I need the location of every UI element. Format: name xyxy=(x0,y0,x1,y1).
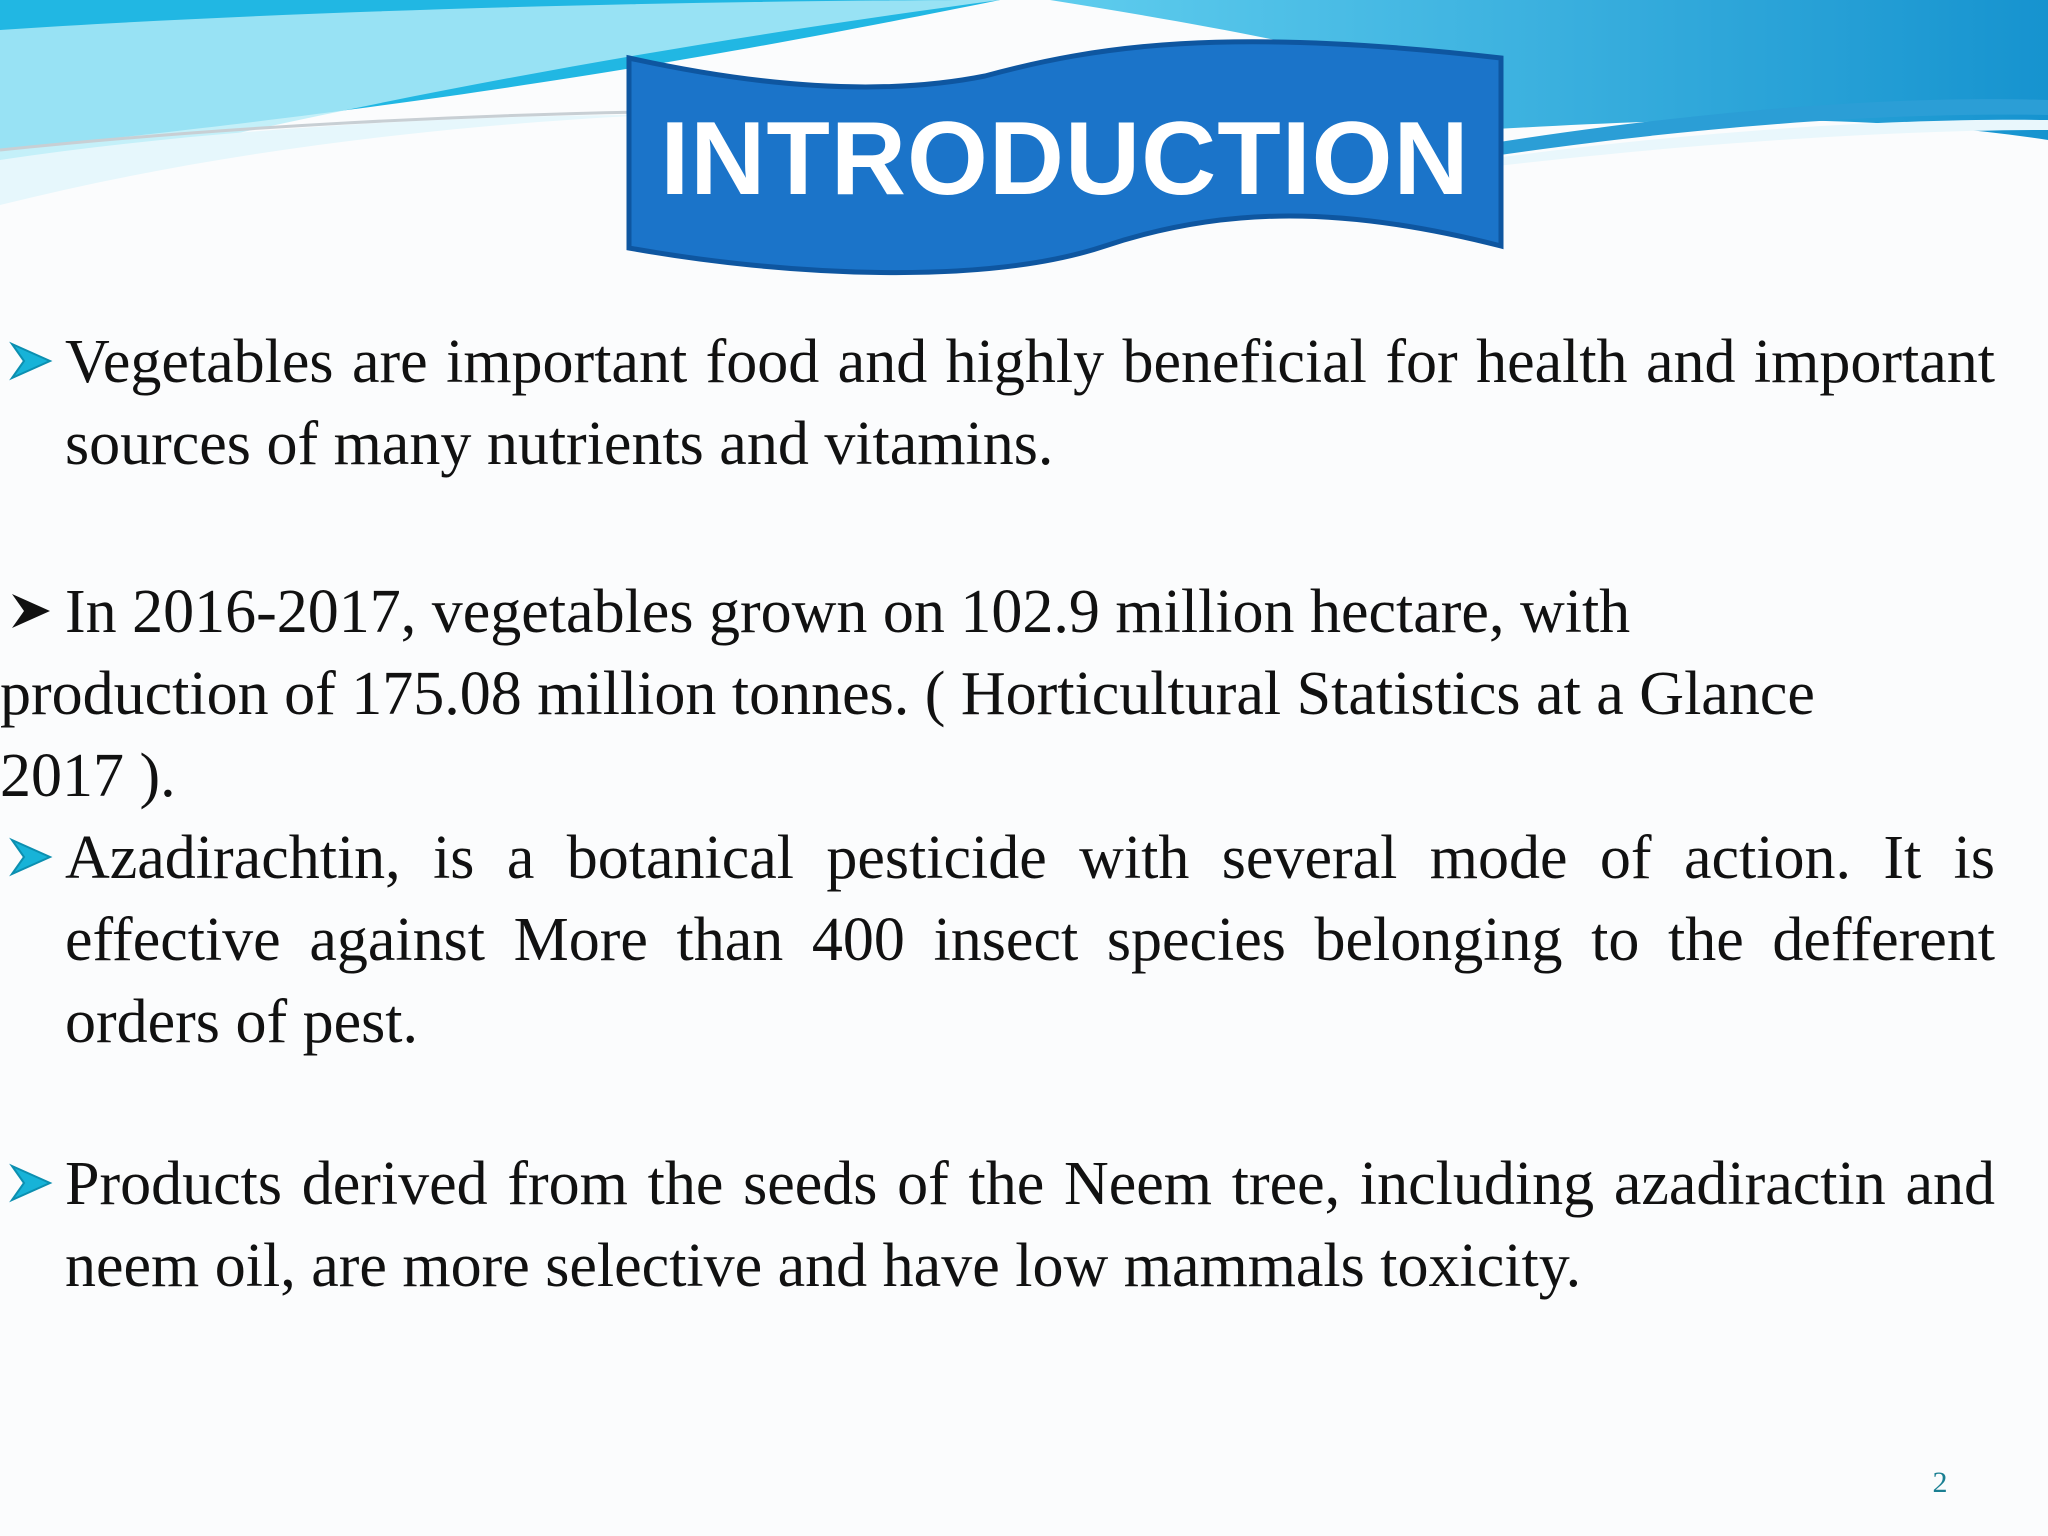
bullet-text-1: Vegetables are important food and highly beneficial for health and important sources of many nutrients and vitamins. xyxy=(65,328,1995,478)
page-number: 2 xyxy=(1932,1466,1948,1499)
slide-title: INTRODUCTION xyxy=(660,100,1470,217)
bullet-text-2: In 2016-2017, vegetables grown on 102.9 million hectare, with production of 175.08 million tonnes. ( Horticultural Statistics at a Glance 2017 ). xyxy=(0,578,1815,810)
arrow-bullet-icon xyxy=(8,1160,54,1206)
arrow-bullet-icon xyxy=(8,834,54,880)
bullet-item-1 xyxy=(65,321,1995,485)
bullet-text-3: Azadirachtin, is a botanical pesticide with several mode of action. It is effective against More than 400 insect species belonging to the defferent orders of pest. xyxy=(65,824,1995,1056)
bullet-text-4: Products derived from the seeds of the Neem tree, including azadiractin and neem oil, are more selective and have low mammals toxicity. xyxy=(65,1150,1995,1300)
bullet-item-2 xyxy=(0,571,1830,817)
arrow-bullet-icon xyxy=(8,338,54,384)
bullet-item-3 xyxy=(65,817,1995,1063)
bullet-item-4 xyxy=(65,1143,1995,1307)
